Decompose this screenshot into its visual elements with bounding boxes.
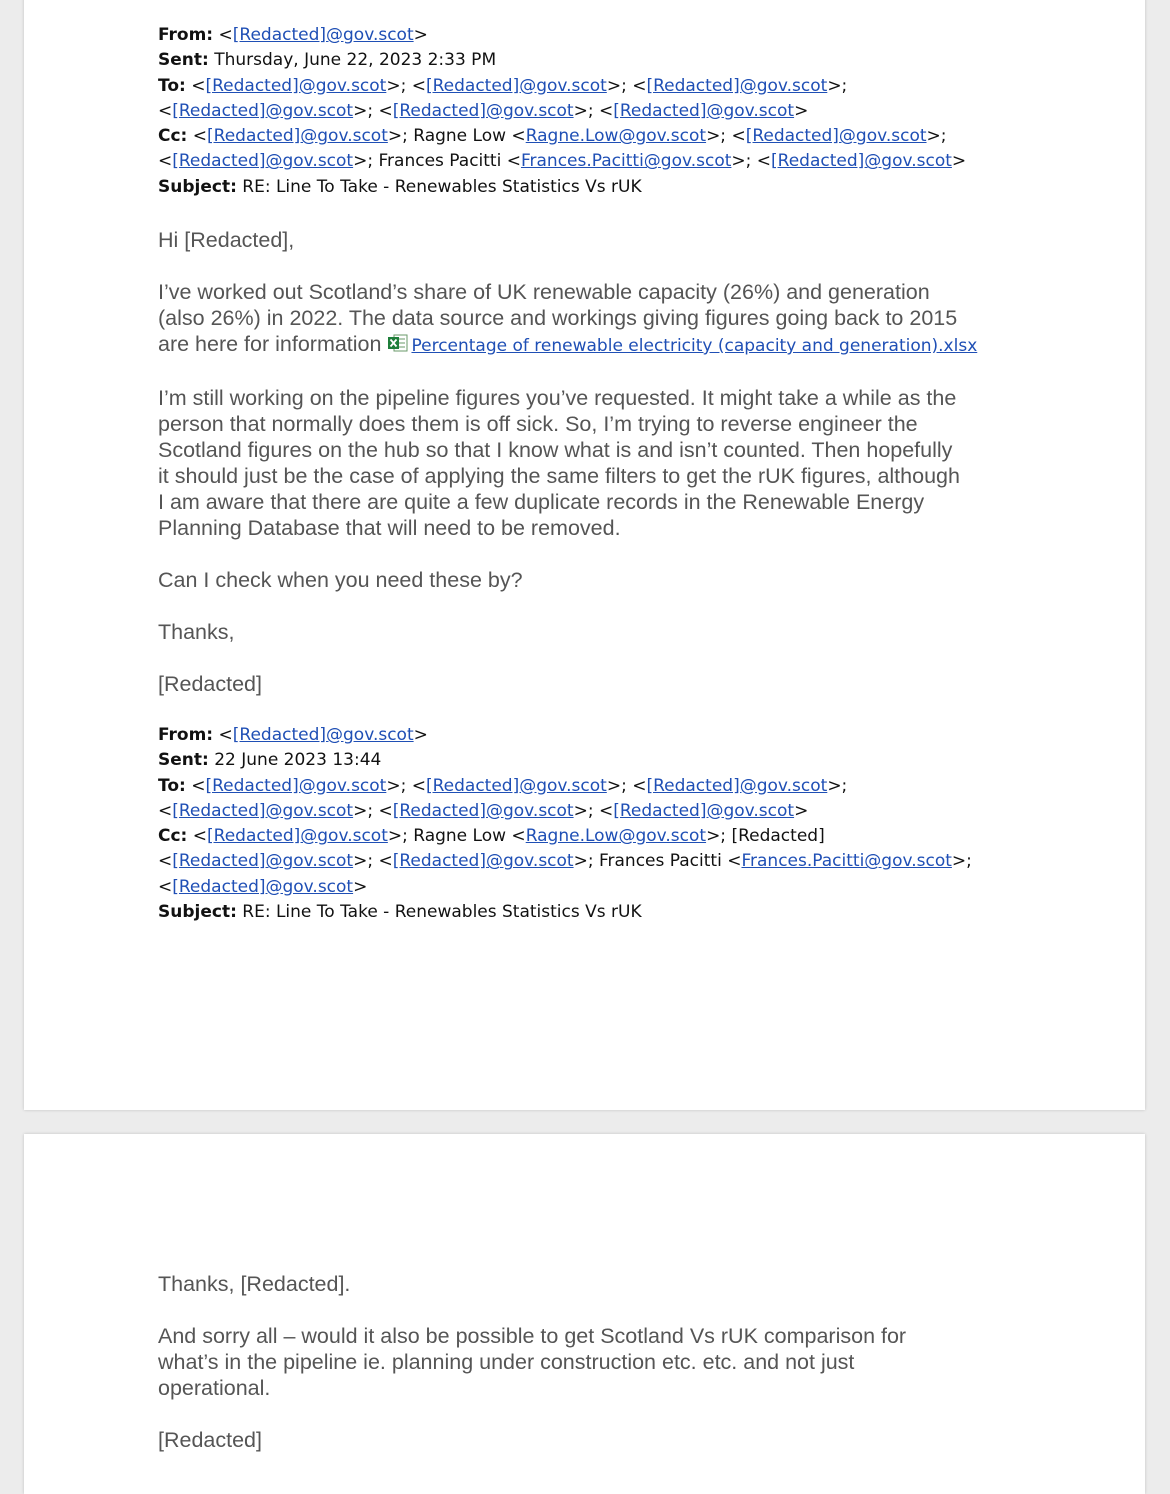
email-link[interactable]: [Redacted]@gov.scot	[425, 775, 607, 796]
sent-line: Sent: 22 June 2023 13:44	[158, 750, 382, 771]
cc-line-cont-2: <[Redacted]@gov.scot>	[158, 876, 368, 897]
signature: [Redacted]	[158, 672, 262, 696]
reply-signature: [Redacted]	[158, 1428, 262, 1452]
email-link[interactable]: [Redacted]@gov.scot	[392, 100, 574, 121]
closing: Thanks,	[158, 620, 235, 644]
email-header-2	[158, 723, 972, 925]
email-link[interactable]: Ragne.Low@gov.scot	[525, 826, 707, 847]
email-link[interactable]: [Redacted]@gov.scot	[771, 151, 952, 172]
subject-line: Subject: RE: Line To Take - Renewables Statistics Vs rUK	[158, 902, 642, 923]
email-link[interactable]: [Redacted]@gov.scot	[425, 75, 607, 96]
cc-line-cont: <[Redacted]@gov.scot>; <[Redacted]@gov.scot>; Frances Pacitti <Frances.Pacitti@gov.scot>;	[158, 851, 972, 872]
subject-line: Subject: RE: Line To Take - Renewables Statistics Vs rUK	[158, 176, 642, 197]
email-link[interactable]: [Redacted]@gov.scot	[207, 826, 388, 847]
reply-paragraph: And sorry all – would it also be possible to get Scotland Vs rUK comparison for what’s in the pipeline ie. planning under construction etc. etc. and not just operational.	[158, 1324, 907, 1400]
email-link[interactable]: Ragne.Low@gov.scot	[525, 126, 707, 147]
email-link[interactable]: [Redacted]@gov.scot	[745, 126, 927, 147]
attachment-link[interactable]: Percentage of renewable electricity (capacity and generation).xlsx	[411, 336, 978, 356]
email-link[interactable]: [Redacted]@gov.scot	[646, 75, 828, 96]
paragraph-2: I’m still working on the pipeline figures you’ve requested. It might take a while as the person that normally does them is off sick. So, I’m trying to reverse engineer the Scotland figures on the hub so that I know what is and isn’t counted. Then hopefully it should just be the case of applying the same filters to get the rUK figures, although I am aware that there are quite a few duplicate records in the Renewable Energy Planning Database that will need to be removed.	[158, 386, 960, 540]
greeting: Hi [Redacted],	[158, 228, 295, 252]
paragraph-3: Can I check when you need these by?	[158, 568, 523, 592]
document-page-1	[24, 0, 1145, 1110]
sent-line: Sent: Thursday, June 22, 2023 2:33 PM	[158, 50, 497, 71]
cc-line-cont: <[Redacted]@gov.scot>; Frances Pacitti <Frances.Pacitti@gov.scot>; <[Redacted]@gov.scot>	[158, 151, 967, 172]
email-link[interactable]: [Redacted]@gov.scot	[646, 775, 828, 796]
excel-file-icon	[387, 333, 409, 353]
email-link[interactable]: [Redacted]@gov.scot	[205, 75, 387, 96]
email-link[interactable]: [Redacted]@gov.scot	[232, 725, 414, 745]
email-link[interactable]: [Redacted]@gov.scot	[205, 775, 387, 796]
email-link[interactable]: Frances.Pacitti@gov.scot	[741, 851, 952, 872]
email-link[interactable]: [Redacted]@gov.scot	[172, 100, 354, 121]
document-page-2	[24, 1134, 1145, 1494]
email-link[interactable]: [Redacted]@gov.scot	[207, 126, 388, 147]
to-line: To: <[Redacted]@gov.scot>; <[Redacted]@gov.scot>; <[Redacted]@gov.scot>;	[158, 75, 848, 96]
email-link[interactable]: [Redacted]@gov.scot	[172, 876, 354, 897]
cc-line: Cc: <[Redacted]@gov.scot>; Ragne Low <Ragne.Low@gov.scot>; [Redacted]	[158, 826, 825, 847]
cc-line: Cc: <[Redacted]@gov.scot>; Ragne Low <Ragne.Low@gov.scot>; <[Redacted]@gov.scot>;	[158, 126, 947, 147]
to-line-cont: <[Redacted]@gov.scot>; <[Redacted]@gov.scot>; <[Redacted]@gov.scot>	[158, 100, 809, 121]
paragraph-1: I’ve worked out Scotland’s share of UK renewable capacity (26%) and generation (also 26%) in 2022. The data source and workings giving figures going back to 2015 are here for information Percentage of renewable electricity (capacity and generation).xlsx	[158, 280, 978, 356]
email-link[interactable]: [Redacted]@gov.scot	[172, 800, 354, 821]
email-link[interactable]: [Redacted]@gov.scot	[172, 851, 354, 872]
email-link[interactable]: [Redacted]@gov.scot	[232, 25, 414, 45]
from-line: From: <[Redacted]@gov.scot>	[158, 25, 428, 45]
from-line: From: <[Redacted]@gov.scot>	[158, 725, 428, 745]
email-link[interactable]: [Redacted]@gov.scot	[392, 851, 574, 872]
email-link[interactable]: [Redacted]@gov.scot	[613, 100, 795, 121]
to-line: To: <[Redacted]@gov.scot>; <[Redacted]@gov.scot>; <[Redacted]@gov.scot>;	[158, 775, 848, 796]
email-link[interactable]: [Redacted]@gov.scot	[392, 800, 574, 821]
email-link[interactable]: [Redacted]@gov.scot	[172, 151, 354, 172]
email-link[interactable]: [Redacted]@gov.scot	[613, 800, 795, 821]
email-link[interactable]: Frances.Pacitti@gov.scot	[520, 151, 732, 172]
reply-greeting: Thanks, [Redacted].	[158, 1272, 351, 1296]
email-header-1	[158, 23, 966, 200]
to-line-cont: <[Redacted]@gov.scot>; <[Redacted]@gov.scot>; <[Redacted]@gov.scot>	[158, 800, 809, 821]
